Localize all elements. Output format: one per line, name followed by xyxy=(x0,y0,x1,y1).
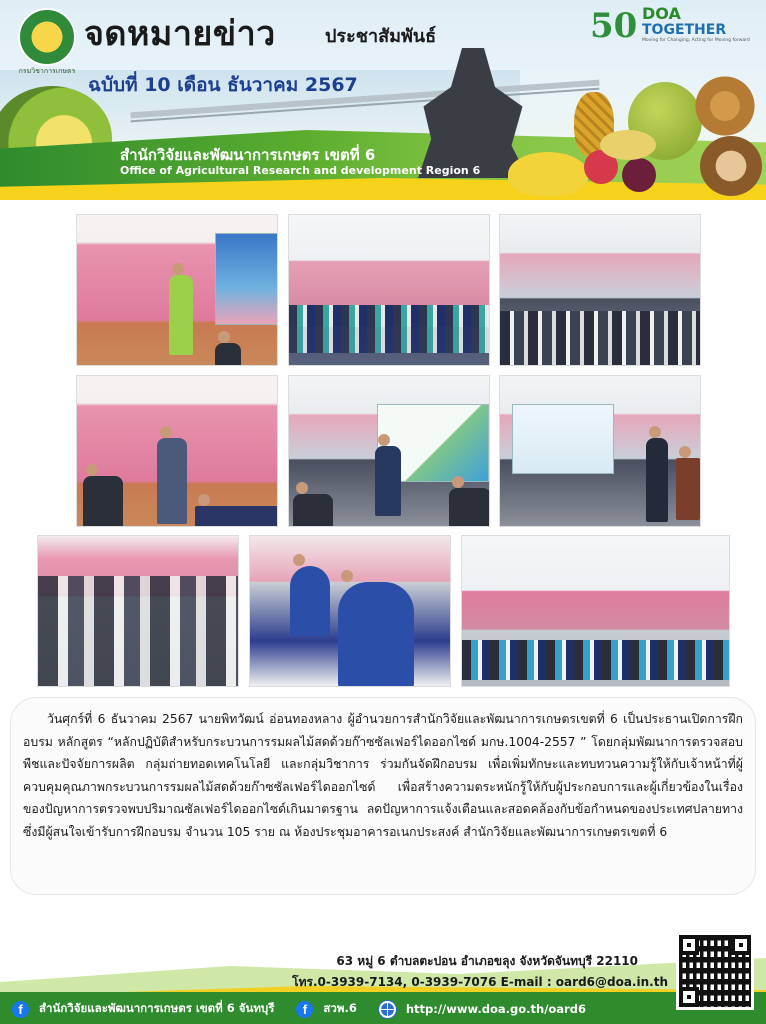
issue-label: ฉบับที่ 10 เดือน ธันวาคม 2567 xyxy=(88,74,358,96)
article-box xyxy=(10,697,756,895)
footer-address: 63 หมู่ 6 ตำบลตะปอน อำเภอขลุง จังหวัดจันทบุรี 22110 xyxy=(336,954,638,968)
photo-speaker-podium xyxy=(76,214,278,366)
audience-rows xyxy=(500,311,700,365)
newsletter-subtitle: ประชาสัมพันธ์ xyxy=(325,26,437,47)
photo-trainees-table xyxy=(249,535,451,687)
brand-tagline: Moving for Changing, Acting for Moving forward xyxy=(642,38,750,43)
group-row xyxy=(462,640,729,680)
presenter-figure xyxy=(646,438,668,522)
audience-head xyxy=(83,476,123,527)
brand-top: DOA xyxy=(642,4,681,23)
photo-trainees-writing xyxy=(37,535,239,687)
presenter-figure xyxy=(375,446,401,516)
podium xyxy=(676,458,700,520)
website-link[interactable]: http://www.doa.go.th/oard6 xyxy=(405,1002,586,1016)
trainee-figure xyxy=(290,566,330,636)
footer-contact: โทร.0-3939-7134, 0-3939-7076 E-mail : oard6@doa.in.th xyxy=(292,975,668,989)
facebook-icon: f xyxy=(12,1001,29,1018)
salak-image xyxy=(700,136,762,196)
speaker-figure xyxy=(169,275,193,355)
photo-group-stage xyxy=(288,214,490,366)
doa-together-logo xyxy=(642,6,762,43)
longkong-image xyxy=(600,130,656,160)
qr-corner-icon xyxy=(679,935,699,955)
trainee-rows xyxy=(38,576,238,687)
footer-links-bar xyxy=(0,994,766,1024)
banana-image xyxy=(508,152,588,196)
article-body: วันศุกร์ที่ 6 ธันวาคม 2567 นายพิทวัฒน์ อ่อนทองหลาง ผู้อำนวยการสำนักวิจัยและพัฒนาการเกษตรเขตที่ 6 เป็นประธานเปิดการฝึกอบรม หลักสูตร “หลักปฏิบัติสำหรับกระบวนการรมผลไม้สดด้วยก๊าซซัลเฟอร์ไดออกไซด์ มกษ.1004-2557 ” โดยกลุ่มพัฒนาการตรวจสอบพืชและปัจจัยการผลิต กลุ่มถ่ายทอดเทคโนโลยี และกลุ่มวิชาการ ร่วมกันจัดฝึกอบรม เพื่อเพิ่มทักษะและทบทวนความรู้ให้กับเจ้าหน้าที่ผู้ควบคุมคุณภาพกระบวนการรมผลไม้สดด้วยก๊าซซัลเฟอร์ไดออกไซด์ เพื่อสร้างความตระหนักรู้ให้กับผู้ประกอบการและผู้เกี่ยวข้องในเรื่องของปัญหาการตรวจพบปริมาณซัลเฟอร์ไดออกไซด์เกินมาตรฐาน ลดปัญหาการแจ้งเตือนและสอดคล้องกับข้อกำหนดของประเทศปลายทาง ซึ่งมีผู้สนใจเข้ารับการฝึกอบรม จำนวน 105 ราย ณ ห้องประชุมอาคารอเนกประสงค์ สำนักวิจัยและพัฒนาการเกษตรเขตที่ 6 xyxy=(23,712,743,839)
facebook-page-link[interactable]: สำนักวิจัยและพัฒนาการเกษตร เขตที่ 6 จันทบุรี xyxy=(39,1001,275,1015)
audience-head xyxy=(293,494,333,527)
anniversary-50-logo: 50 xyxy=(590,6,638,46)
qr-corner-icon xyxy=(731,935,751,955)
photo-speaker-woman xyxy=(76,375,278,527)
group-row-front xyxy=(289,323,489,353)
photo-presentation-screen xyxy=(288,375,490,527)
newsletter-header xyxy=(0,0,766,200)
facebook-short-link[interactable]: สวพ.6 xyxy=(323,1001,357,1015)
laptop-table xyxy=(195,506,278,527)
logo-caption: กรมวิชาการเกษตร xyxy=(18,67,76,75)
office-name-th: สำนักวิจัยและพัฒนาการเกษตร เขตที่ 6 xyxy=(120,146,376,164)
statue-image xyxy=(418,48,528,178)
doa-logo-icon xyxy=(18,8,76,66)
mangosteen-image xyxy=(622,158,656,192)
globe-icon xyxy=(379,1001,396,1018)
audience-head xyxy=(215,343,241,366)
photo-group-certificates xyxy=(461,535,730,687)
longan-image xyxy=(692,70,758,142)
brand-bottom: TOGETHER xyxy=(642,22,727,38)
photo-presenter-screen xyxy=(499,375,701,527)
office-name-en: Office of Agricultural Research and development Region 6 xyxy=(120,164,481,177)
speaker-figure xyxy=(157,438,187,524)
photo-audience-hall xyxy=(499,214,701,366)
stage-backdrop xyxy=(215,233,278,325)
trainee-figure xyxy=(338,582,414,687)
audience-head xyxy=(449,488,490,527)
projector-screen xyxy=(512,404,614,474)
facebook-icon: f xyxy=(296,1001,313,1018)
newsletter-title: จดหมายข่าว xyxy=(84,14,276,54)
